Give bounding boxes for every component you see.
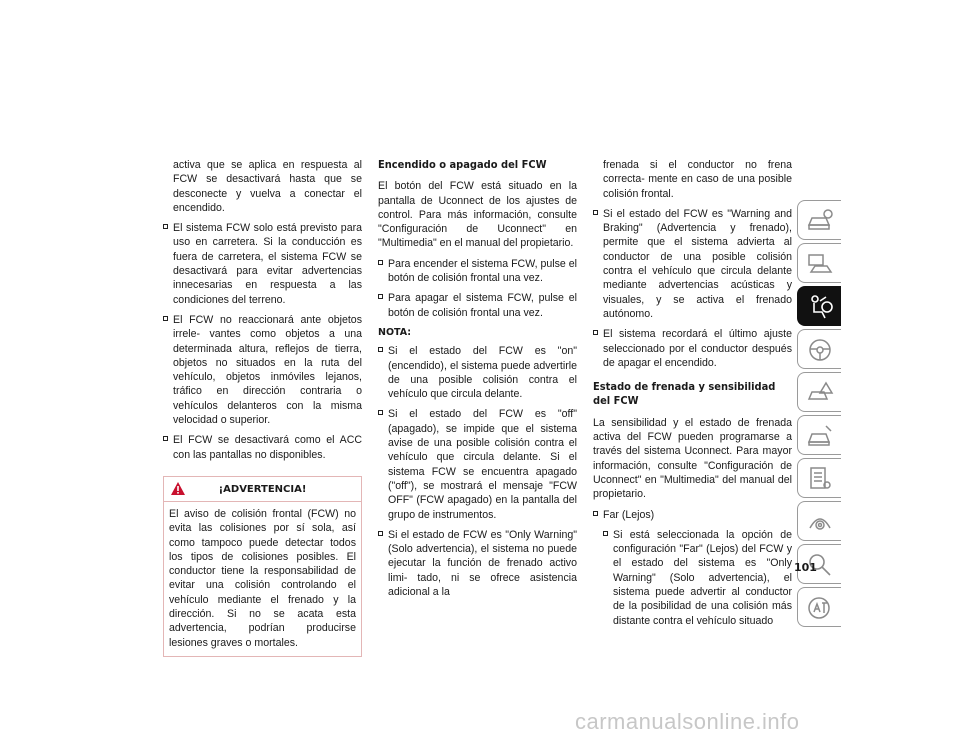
tab-index[interactable] [797,587,841,627]
square-bullet-icon [163,436,168,441]
list-item: Para apagar el sistema FCW, pulse el botón de colisión frontal una vez. [378,291,577,320]
list-item: Si el estado del FCW es "Warning and Braking" (Advertencia y frenado), permite que el sistema advierta al conductor de una posible colisión contra el vehículo que circula delante mediante advertencias acústicas y visuales, y se activa el frenado autónomo. [593,207,792,321]
list-item: El FCW no reaccionará ante objetos irrele- vantes como objetos a una determinada altura, reflejos de tierra, objetos no situados en la ruta del vehículo, objetos inmóviles lejanos, tráfico en dirección contraria o vehículos delanteros con la misma velocidad o superior. [163,313,362,427]
car-service-icon [806,422,834,450]
list-item: El sistema FCW solo está previsto para uso en carretera. Si la conducción es fuera de carretera, el sistema FCW se desactivará para evitar advertencias innecesarias en respuesta a las condiciones del terreno. [163,221,362,307]
paragraph: El botón del FCW está situado en la pantalla de Uconnect de los ajustes de control. Para más información, consulte "Configuración de Uconnect" en "Multimedia" en el manual del propietario. [378,180,577,250]
multimedia-icon [806,508,834,536]
square-bullet-icon [593,511,598,516]
list-item: El sistema recordará el último ajuste seleccionado por el conductor después de apagar el encendido. [593,327,792,370]
dashboard-message-icon [806,250,834,278]
list-item: Si el estado del FCW es "off" (apagado), se impide que el sistema avise de una posible colisión contra el vehículo que circula delante. Si el sistema FCW se encuentra apagado ("off"), se mostrará el mensaje "FCW OFF" (FCW apagado) en la pantalla del grupo de instrumentos. [378,407,577,521]
list-item: Para encender el sistema FCW, pulse el botón de colisión frontal una vez. [378,257,577,286]
square-bullet-icon [603,531,608,536]
warning-box [163,476,362,657]
tab-driving[interactable] [797,329,841,369]
column-right [593,158,792,634]
airbag-seat-icon [806,293,834,321]
list-item: El FCW se desactivará como el ACC con las pantallas no disponibles. [163,433,362,462]
warning-body: El aviso de colisión frontal (FCW) no evita las colisiones por sí sola, así como tampoco puede detectar todos los tipos de colisiones posibles. El conductor tiene la responsabilidad de evitar una colisión controlando el vehículo mediante el frenado y la dirección. Si no se acata esta advertencia, podrían producirse lesiones graves o mortales. [169,507,356,649]
square-bullet-icon [378,347,383,352]
square-bullet-icon [378,410,383,415]
square-bullet-icon [163,224,168,229]
square-bullet-icon [593,330,598,335]
warning-title: ¡ADVERTENCIA! [218,483,307,495]
square-bullet-icon [593,210,598,215]
tab-service[interactable] [797,415,841,455]
column-middle [378,158,577,605]
paragraph: La sensibilidad y el estado de frenada activa del FCW pueden programarse a través del sistema Uconnect. Para mayor información, consulte "Configuración de Uconnect" en "Multimedia" del manual del propietario. [593,416,792,501]
tab-safety[interactable] [797,286,841,326]
warning-header [164,477,361,502]
note-label: NOTA: [378,326,412,338]
continued-paragraph: activa que se aplica en respuesta al FCW se desactivará hasta que se desconecte y vuelva a conectar el encendido. [173,159,362,214]
square-bullet-icon [378,531,383,536]
list-item: Si el estado de FCW es "Only Warning" (Solo advertencia), el sistema no puede ejecutar la función de frenado activo limi- tado, ni se ofrece asistencia adicional a la [378,528,577,599]
sub-list-item: Si está seleccionada la opción de configuración "Far" (Lejos) del FCW y el estado del sistema es "Only Warning" (Solo advertencia), el sistema puede advertir al conductor de la posibilidad de una colisión más distante contra el vehículo situado [603,528,792,628]
steering-wheel-icon [806,336,834,364]
continued-paragraph: frenada si el conductor no frena correcta- mente en caso de una posible colisión frontal. [603,159,792,200]
section-heading: Encendido o apagado del FCW [378,158,547,171]
footer-watermark: carmanualsonline.info [575,709,800,734]
tab-dashboard[interactable] [797,243,841,283]
square-bullet-icon [378,260,383,265]
list-item: Si el estado del FCW es "on" (encendido), el sistema puede advertirle de una posible colisión contra el vehículo que circula delante. [378,344,577,401]
square-bullet-icon [163,316,168,321]
tab-multimedia[interactable] [797,501,841,541]
car-info-icon [806,207,834,235]
tab-emergency[interactable] [797,372,841,412]
square-bullet-icon [378,294,383,299]
column-left [163,158,362,657]
specs-list-icon [806,465,834,493]
section-heading: Estado de frenada y sensibilidad del FCW [593,380,776,408]
tab-specs[interactable] [797,458,841,498]
tab-car-info[interactable] [797,200,841,240]
index-language-icon [806,594,834,622]
hazard-car-icon [806,379,834,407]
page-number: 101 [794,561,817,574]
list-item: Far (Lejos) [593,508,792,522]
